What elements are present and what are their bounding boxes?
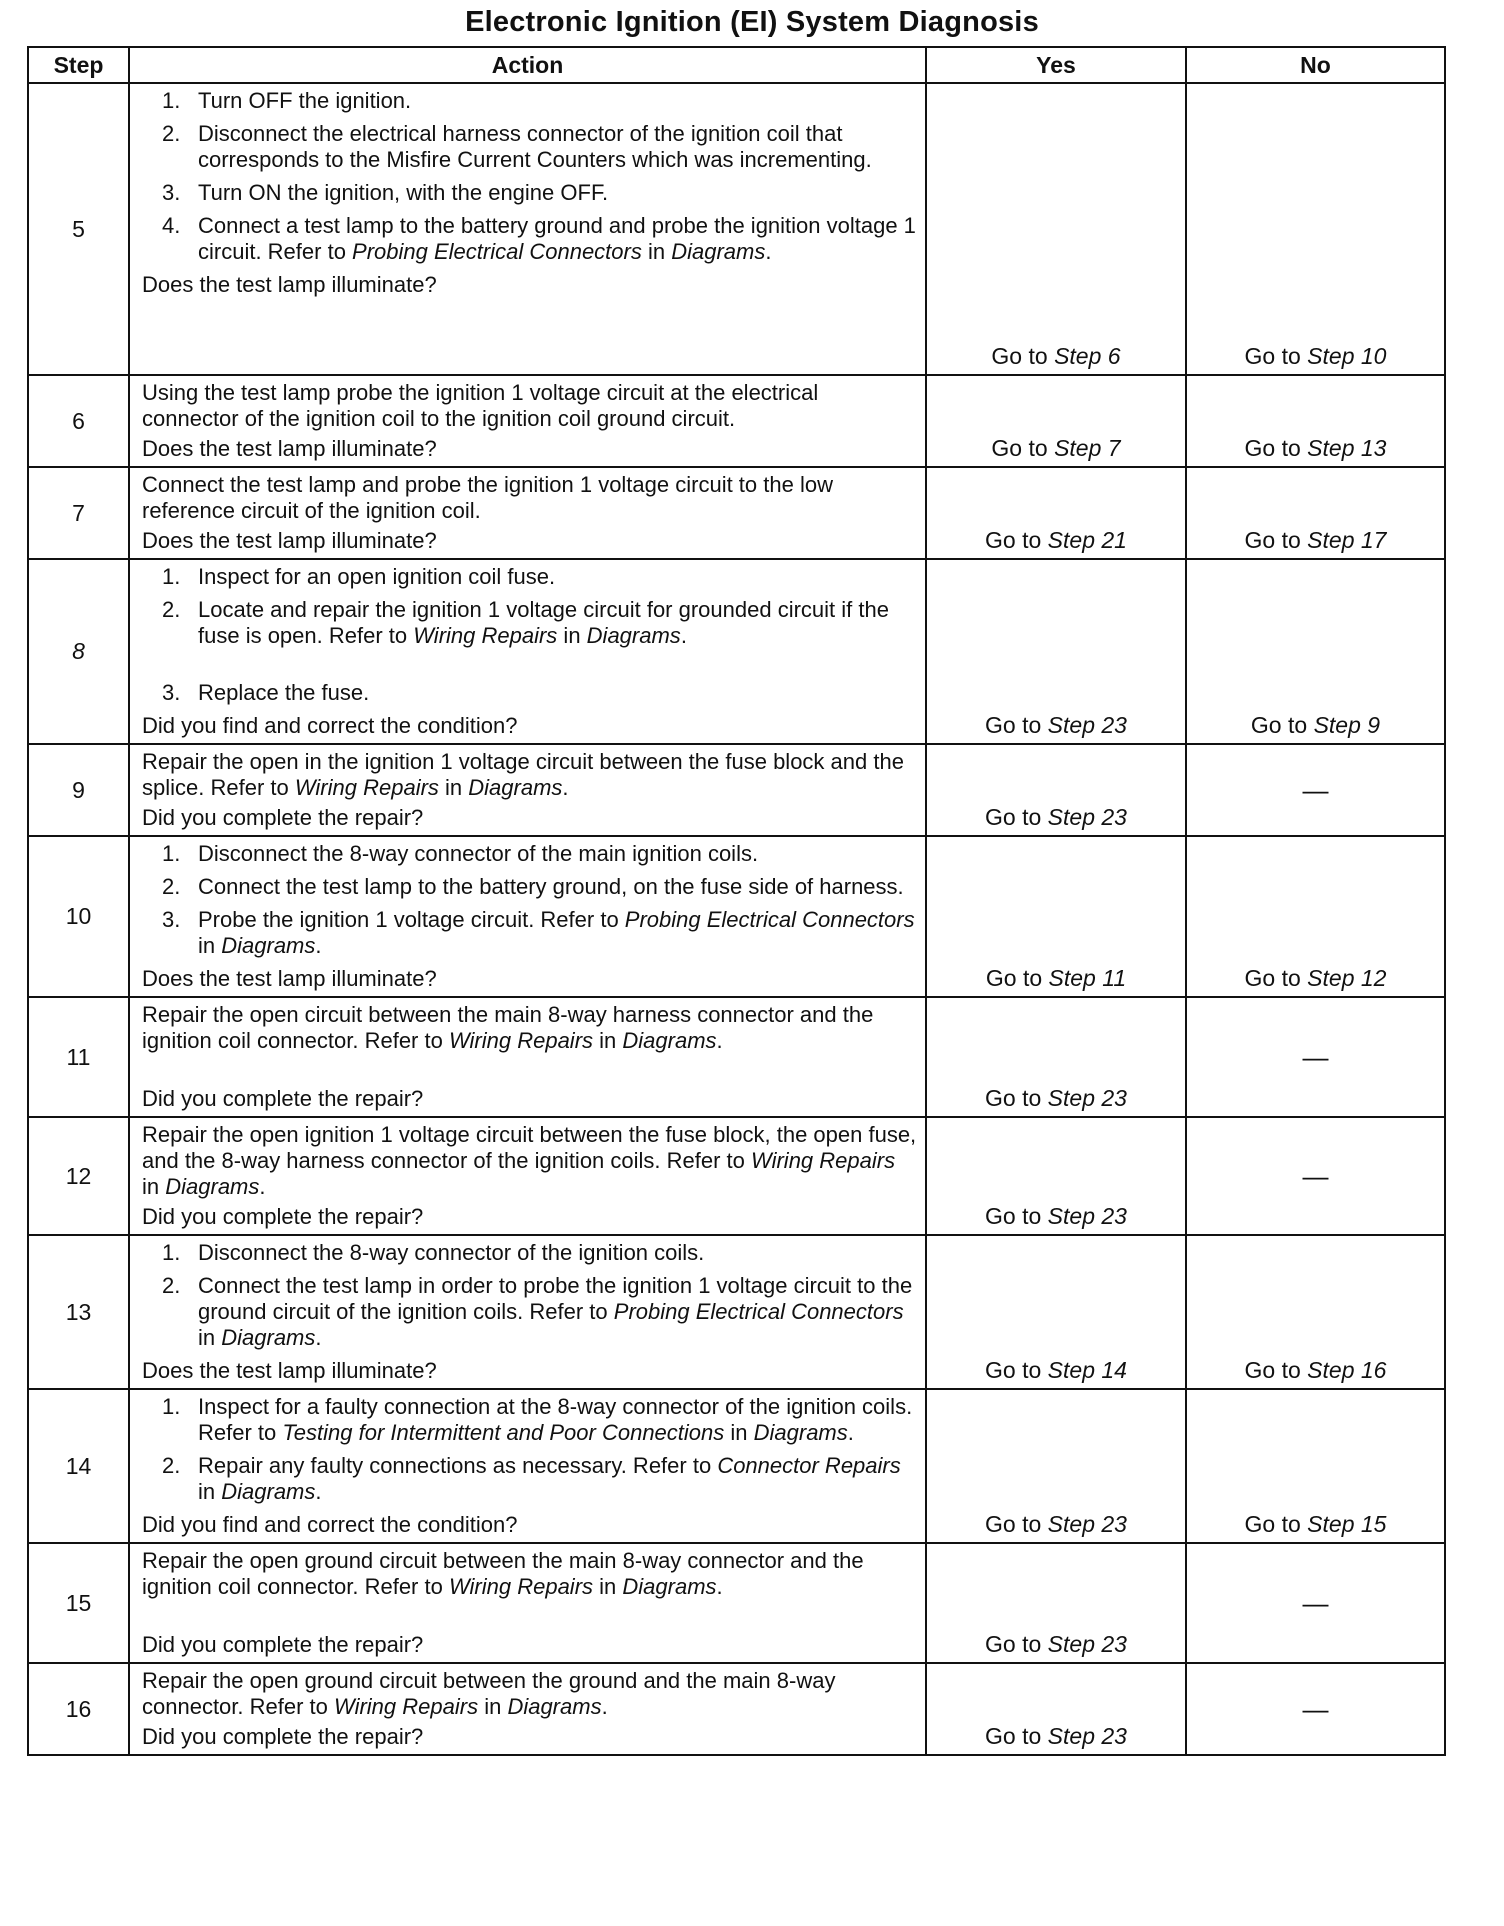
text-segment: Diagrams: [165, 1174, 260, 1199]
table-row: [28, 1235, 1445, 1389]
no-goto: [1251, 712, 1380, 738]
action-step: [142, 121, 917, 173]
action-cell: [129, 467, 926, 559]
text-segment: Turn OFF the ignition.: [198, 88, 412, 113]
text-segment: Go to: [985, 1511, 1048, 1537]
step-text: [198, 1273, 912, 1350]
table-row: [28, 467, 1445, 559]
step-index: 1.: [162, 1240, 181, 1265]
action-body: [142, 380, 917, 432]
action-steps: [142, 564, 917, 706]
action-question: Does the test lamp illuminate?: [142, 528, 437, 553]
no-goto: [1245, 343, 1387, 369]
no-goto: [1245, 527, 1387, 553]
text-segment: Go to: [1244, 343, 1308, 369]
text-segment: Step 16: [1307, 1357, 1387, 1383]
text-segment: Go to: [985, 1085, 1048, 1111]
action-cell: [129, 1663, 926, 1755]
yes-goto: [985, 1357, 1127, 1383]
action-text: [142, 749, 917, 801]
action-question: Does the test lamp illuminate?: [142, 436, 437, 461]
action-cell: [129, 1543, 926, 1663]
text-segment: Repair the open in the ignition 1 voltage circuit between the fuse block and the splice. Refer to: [142, 749, 904, 800]
yes-cell: [926, 1117, 1186, 1235]
text-segment: Step 23: [1047, 1723, 1127, 1749]
yes-goto: [991, 435, 1120, 461]
action-steps: [142, 1240, 917, 1351]
action-step: [142, 180, 917, 206]
text-segment: Disconnect the 8-way connector of the main ignition coils.: [198, 841, 759, 866]
text-segment: Go to: [985, 1203, 1048, 1229]
action-cell: [129, 83, 926, 375]
text-segment: in: [593, 1028, 623, 1053]
action-question: Does the test lamp illuminate?: [142, 966, 437, 991]
text-segment: Diagrams: [586, 623, 681, 648]
text-segment: Diagrams: [221, 933, 316, 958]
action-step: [142, 88, 917, 114]
text-segment: Disconnect the 8-way connector of the ignition coils.: [198, 1240, 705, 1265]
action-body: [142, 841, 917, 959]
header-step: Step: [28, 47, 129, 83]
action-cell: [129, 1389, 926, 1543]
step-text: [198, 213, 916, 264]
step-index: 2.: [162, 1453, 181, 1478]
text-segment: Step 23: [1047, 1085, 1127, 1111]
text-segment: Connector Repairs: [717, 1453, 901, 1478]
text-segment: in: [593, 1574, 623, 1599]
action-body: [142, 564, 917, 706]
text-segment: Diagrams: [221, 1325, 316, 1350]
yes-cell: [926, 1235, 1186, 1389]
text-segment: Repair any faulty connections as necessary. Refer to: [198, 1453, 718, 1478]
step-text: [198, 180, 608, 205]
table-row: [28, 997, 1445, 1117]
text-segment: Step 21: [1047, 527, 1127, 553]
action-step: [142, 1273, 917, 1351]
text-segment: .: [315, 933, 322, 958]
action-question: Did you find and correct the condition?: [142, 1512, 518, 1537]
action-cell: [129, 1117, 926, 1235]
action-text: [142, 1002, 917, 1054]
text-segment: in: [641, 239, 672, 264]
action-cell: [129, 744, 926, 836]
yes-goto: [986, 965, 1126, 991]
text-segment: Step 12: [1307, 965, 1387, 991]
text-segment: Go to: [985, 1631, 1048, 1657]
step-number: 11: [28, 997, 129, 1117]
action-text: Using the test lamp probe the ignition 1 voltage circuit at the electrical connector of the ignition coil to the ignition coil ground circuit.: [142, 380, 819, 431]
step-index: 1.: [162, 841, 181, 866]
step-index: 2.: [162, 121, 181, 146]
step-text: [198, 907, 915, 958]
text-segment: Step 11: [1048, 965, 1127, 991]
text-segment: Go to: [985, 804, 1048, 830]
action-step: [142, 1453, 917, 1505]
step-index: 2.: [162, 597, 181, 622]
step-text: [198, 88, 411, 113]
header-action: Action: [129, 47, 926, 83]
text-segment: Diagrams: [622, 1028, 717, 1053]
yes-goto: [985, 712, 1127, 738]
yes-goto: [985, 1723, 1127, 1749]
text-segment: Testing for Intermittent and Poor Connections: [282, 1420, 725, 1445]
action-step: [142, 564, 917, 590]
action-steps: [142, 841, 917, 959]
step-index: 3.: [162, 907, 181, 932]
text-segment: Wiring Repairs: [334, 1694, 479, 1719]
no-cell: [1186, 1235, 1445, 1389]
text-segment: Diagrams: [507, 1694, 602, 1719]
table-row: [28, 559, 1445, 744]
action-body: [142, 1394, 917, 1505]
yes-cell: [926, 997, 1186, 1117]
text-segment: Go to: [985, 1357, 1048, 1383]
text-segment: .: [716, 1028, 723, 1053]
step-text: [198, 1453, 901, 1504]
step-text: [198, 1394, 912, 1445]
no-cell-dash: —: [1186, 1117, 1445, 1235]
action-body: [142, 1548, 917, 1630]
text-segment: Diagrams: [671, 239, 766, 264]
no-cell-dash: —: [1186, 1663, 1445, 1755]
table-row: [28, 375, 1445, 467]
action-text: [142, 1668, 917, 1720]
action-steps: [142, 1394, 917, 1505]
yes-cell: [926, 836, 1186, 997]
header-yes: Yes: [926, 47, 1186, 83]
action-cell: [129, 997, 926, 1117]
action-step: [142, 597, 917, 673]
no-goto: [1245, 1357, 1387, 1383]
table-body: [28, 83, 1445, 1755]
yes-cell: [926, 83, 1186, 375]
spacer: [142, 1604, 917, 1630]
action-cell: [129, 559, 926, 744]
step-index: 1.: [162, 88, 181, 113]
step-number: 5: [28, 83, 129, 375]
text-segment: .: [847, 1420, 854, 1445]
action-question: Did you complete the repair?: [142, 1086, 424, 1111]
text-segment: .: [259, 1174, 266, 1199]
step-number: 12: [28, 1117, 129, 1235]
text-segment: .: [716, 1574, 723, 1599]
text-segment: Probe the ignition 1 voltage circuit. Refer to: [198, 907, 625, 932]
action-step: [142, 680, 917, 706]
action-question: Does the test lamp illuminate?: [142, 1358, 437, 1383]
text-segment: in: [478, 1694, 508, 1719]
yes-cell: [926, 467, 1186, 559]
text-segment: in: [142, 1174, 166, 1199]
text-segment: Go to: [1244, 1511, 1308, 1537]
text-segment: Wiring Repairs: [448, 1574, 594, 1599]
yes-cell: [926, 1389, 1186, 1543]
text-segment: Diagrams: [622, 1574, 717, 1599]
yes-goto: [985, 527, 1127, 553]
text-segment: Go to: [985, 527, 1048, 553]
step-number: 8: [28, 559, 129, 744]
yes-goto: [991, 343, 1120, 369]
action-question: Did you complete the repair?: [142, 805, 424, 830]
text-segment: Step 15: [1307, 1511, 1387, 1537]
text-segment: Go to: [1250, 712, 1314, 738]
text-segment: Connect the test lamp to the battery ground, on the fuse side of harness.: [198, 874, 904, 899]
text-segment: .: [315, 1479, 322, 1504]
no-cell-dash: —: [1186, 997, 1445, 1117]
action-body: [142, 749, 917, 801]
table-row: [28, 1663, 1445, 1755]
action-step: [142, 874, 917, 900]
spacer: [198, 649, 917, 673]
yes-cell: [926, 559, 1186, 744]
action-body: [142, 1002, 917, 1084]
no-cell: [1186, 467, 1445, 559]
action-step: [142, 1394, 917, 1446]
step-text: [198, 680, 369, 705]
text-segment: Go to: [985, 965, 1049, 991]
text-segment: Repair the open ground circuit between the ground and the main 8-way connector. Refer to: [142, 1668, 836, 1719]
table-header-row: [28, 47, 1445, 83]
text-segment: Connect a test lamp to the battery ground and probe the ignition voltage 1 circuit. Refer to: [198, 213, 916, 264]
step-text: [198, 121, 872, 172]
step-number: 15: [28, 1543, 129, 1663]
table-row: [28, 744, 1445, 836]
step-number: 10: [28, 836, 129, 997]
text-segment: .: [680, 623, 687, 648]
text-segment: .: [765, 239, 772, 264]
text-segment: Go to: [985, 1723, 1048, 1749]
step-index: 4.: [162, 213, 181, 238]
text-segment: Step 6: [1054, 343, 1121, 369]
text-segment: Wiring Repairs: [294, 775, 439, 800]
no-cell-dash: —: [1186, 744, 1445, 836]
document-title: Electronic Ignition (EI) System Diagnosis: [465, 6, 1039, 38]
text-segment: Step 23: [1047, 1511, 1127, 1537]
text-segment: .: [601, 1694, 608, 1719]
step-text: [198, 874, 904, 899]
action-body: [142, 1668, 917, 1720]
no-goto: [1245, 1511, 1387, 1537]
action-question: Did you find and correct the condition?: [142, 713, 518, 738]
no-goto: [1245, 435, 1387, 461]
action-cell: [129, 1235, 926, 1389]
text-segment: Connect the test lamp in order to probe the ignition 1 voltage circuit to the ground circuit of the ignition coils. Refer to: [198, 1273, 913, 1324]
text-segment: Wiring Repairs: [413, 623, 558, 648]
action-step: [142, 841, 917, 867]
action-question: Did you complete the repair?: [142, 1204, 424, 1229]
action-question: Did you complete the repair?: [142, 1632, 424, 1657]
text-segment: Repair the open ground circuit between the main 8-way connector and the ignition coil connector. Refer to: [142, 1548, 864, 1599]
action-cell: [129, 836, 926, 997]
step-number: 13: [28, 1235, 129, 1389]
action-step: [142, 213, 917, 265]
text-segment: in: [198, 933, 222, 958]
step-text: [198, 597, 889, 648]
action-step: [142, 907, 917, 959]
text-segment: Step 23: [1047, 712, 1127, 738]
text-segment: Step 10: [1307, 343, 1387, 369]
text-segment: Turn ON the ignition, with the engine OFF.: [198, 180, 609, 205]
step-number: 9: [28, 744, 129, 836]
text-segment: Wiring Repairs: [751, 1148, 896, 1173]
action-text: Connect the test lamp and probe the ignition 1 voltage circuit to the low reference circuit of the ignition coil.: [142, 472, 833, 523]
text-segment: Diagrams: [753, 1420, 848, 1445]
text-segment: in: [198, 1325, 222, 1350]
text-segment: Locate and repair the ignition 1 voltage circuit for grounded circuit if the fuse is open. Refer to: [198, 597, 889, 648]
action-question: Does the test lamp illuminate?: [142, 272, 437, 297]
table-row: [28, 83, 1445, 375]
text-segment: Step 23: [1047, 1203, 1127, 1229]
step-text: [198, 564, 555, 589]
text-segment: Go to: [985, 712, 1048, 738]
action-body: [142, 1122, 917, 1200]
yes-goto: [985, 1511, 1127, 1537]
text-segment: Probing Electrical Connectors: [613, 1299, 904, 1324]
text-segment: Go to: [991, 435, 1055, 461]
action-body: [142, 1240, 917, 1351]
spacer: [142, 1058, 917, 1084]
text-segment: Go to: [1244, 1357, 1308, 1383]
step-index: 3.: [162, 680, 181, 705]
text-segment: Probing Electrical Connectors: [624, 907, 915, 932]
text-segment: Go to: [1244, 527, 1308, 553]
step-number: 16: [28, 1663, 129, 1755]
text-segment: Step 9: [1313, 712, 1381, 738]
text-segment: Inspect for a faulty connection at the 8-way connector of the ignition coils. Refer to: [198, 1394, 913, 1445]
action-body: [142, 88, 917, 265]
yes-cell: [926, 1663, 1186, 1755]
text-segment: Step 23: [1047, 804, 1127, 830]
action-step: [142, 1240, 917, 1266]
table-row: [28, 836, 1445, 997]
yes-goto: [985, 804, 1127, 830]
text-segment: Wiring Repairs: [448, 1028, 594, 1053]
text-segment: Step 13: [1307, 435, 1387, 461]
text-segment: .: [315, 1325, 322, 1350]
step-text: [198, 1240, 704, 1265]
step-number: 7: [28, 467, 129, 559]
text-segment: Inspect for an open ignition coil fuse.: [198, 564, 556, 589]
no-cell: [1186, 375, 1445, 467]
action-cell: [129, 375, 926, 467]
text-segment: Go to: [991, 343, 1055, 369]
text-segment: Diagrams: [468, 775, 563, 800]
no-goto: [1245, 965, 1387, 991]
header-no: No: [1186, 47, 1445, 83]
diagnosis-table: [27, 46, 1446, 1756]
no-cell: [1186, 559, 1445, 744]
step-text: [198, 841, 758, 866]
step-index: 2.: [162, 1273, 181, 1298]
text-segment: in: [724, 1420, 754, 1445]
text-segment: Disconnect the electrical harness connector of the ignition coil that corresponds to the Misfire Current Counters which was incrementing.: [198, 121, 872, 172]
table-row: [28, 1389, 1445, 1543]
yes-goto: [985, 1085, 1127, 1111]
text-segment: in: [557, 623, 587, 648]
step-index: 1.: [162, 1394, 181, 1419]
action-question: Did you complete the repair?: [142, 1724, 424, 1749]
step-index: 3.: [162, 180, 181, 205]
action-steps: [142, 88, 917, 265]
yes-cell: [926, 744, 1186, 836]
text-segment: Diagrams: [221, 1479, 316, 1504]
text-segment: Go to: [1244, 965, 1308, 991]
yes-goto: [985, 1631, 1127, 1657]
step-index: 2.: [162, 874, 181, 899]
text-segment: Step 14: [1047, 1357, 1127, 1383]
text-segment: Step 7: [1054, 435, 1121, 461]
text-segment: Probing Electrical Connectors: [352, 239, 642, 264]
text-segment: Repair the open ignition 1 voltage circuit between the fuse block, the open fuse, and the 8-way harness connector of the ignition coils. Refer to: [142, 1122, 917, 1173]
action-body: [142, 472, 917, 524]
no-cell-dash: —: [1186, 1543, 1445, 1663]
yes-cell: [926, 375, 1186, 467]
text-segment: .: [562, 775, 569, 800]
step-number: 14: [28, 1389, 129, 1543]
text-segment: Step 23: [1047, 1631, 1127, 1657]
step-index: 1.: [162, 564, 181, 589]
text-segment: Step 17: [1307, 527, 1387, 553]
text-segment: Repair the open circuit between the main 8-way harness connector and the ignition coil connector. Refer to: [142, 1002, 874, 1053]
action-text: [142, 1548, 917, 1600]
text-segment: in: [198, 1479, 222, 1504]
yes-cell: [926, 1543, 1186, 1663]
table-row: [28, 1543, 1445, 1663]
text-segment: in: [438, 775, 469, 800]
no-cell: [1186, 836, 1445, 997]
action-text: [142, 1122, 917, 1200]
text-segment: Replace the fuse.: [198, 680, 370, 705]
yes-goto: [985, 1203, 1127, 1229]
text-segment: Go to: [1244, 435, 1308, 461]
no-cell: [1186, 83, 1445, 375]
step-number: 6: [28, 375, 129, 467]
no-cell: [1186, 1389, 1445, 1543]
table-row: [28, 1117, 1445, 1235]
